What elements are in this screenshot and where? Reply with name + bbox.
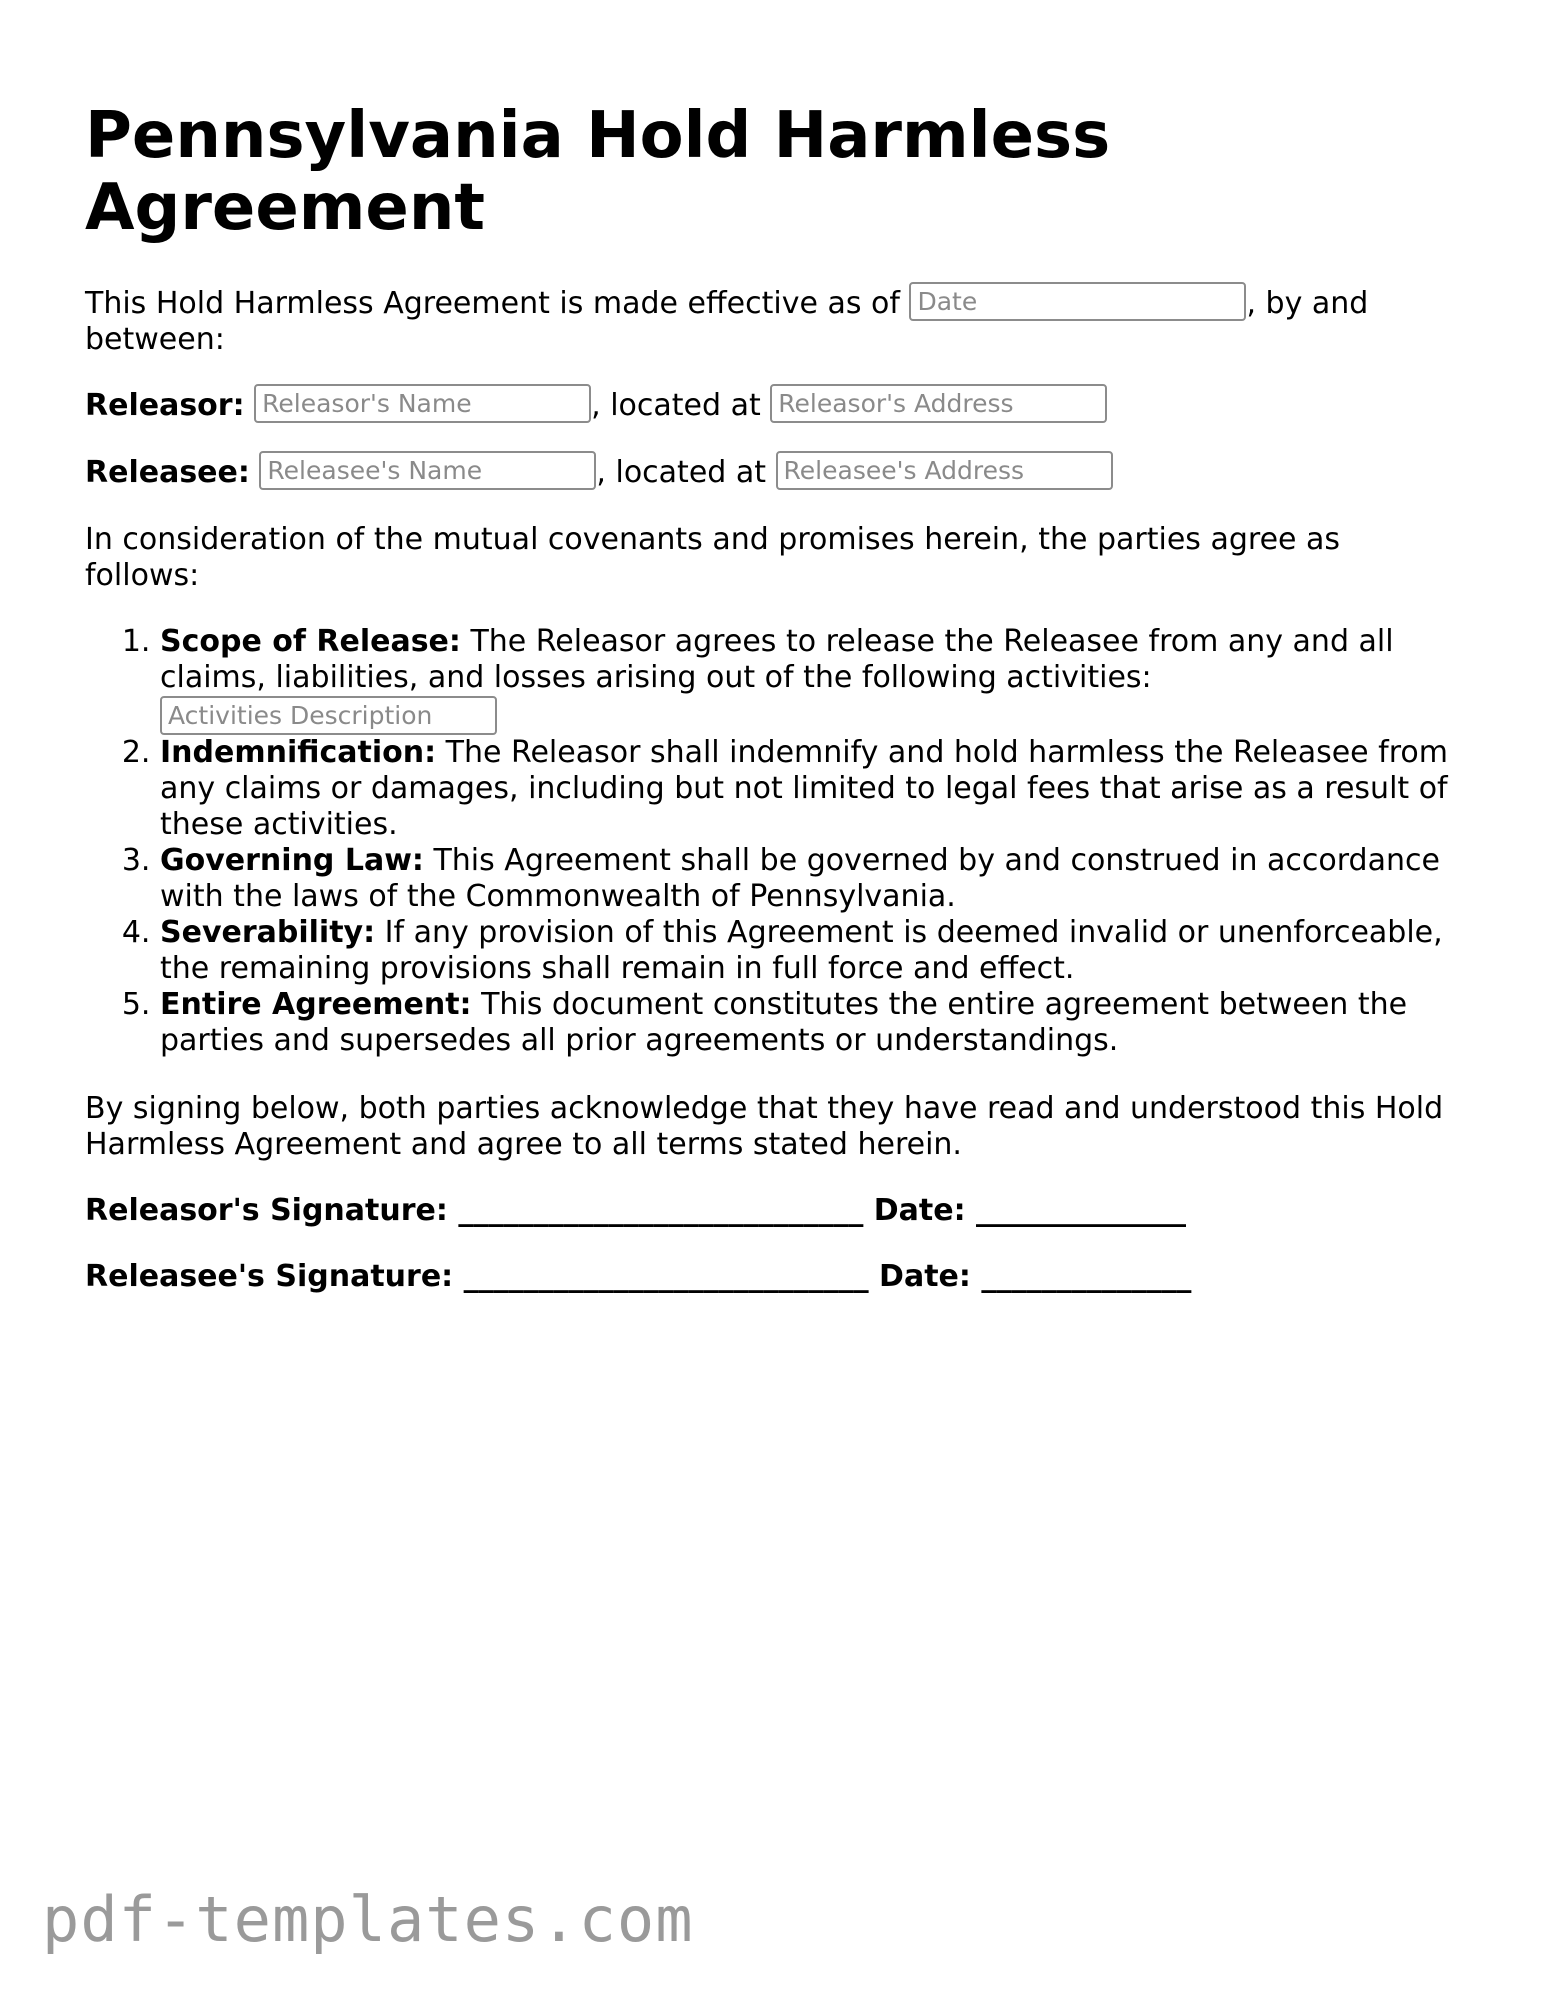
intro-suffix: , by and between: (85, 286, 1369, 357)
term-item-indemnification (160, 735, 1460, 843)
intro-paragraph (85, 286, 1460, 358)
releasee-located-at: , located at (596, 455, 776, 490)
term-heading: Severability: (160, 915, 376, 950)
term-heading: Indemnification: (160, 735, 437, 770)
releasor-name-input[interactable] (254, 384, 591, 423)
term-heading: Scope of Release: (160, 624, 461, 659)
watermark: pdf-templates.com (42, 1883, 694, 1956)
releasee-name-input[interactable] (259, 451, 596, 490)
releasee-label: Releasee: (85, 455, 250, 490)
term-text: This Agreement shall be governed by and construed in accordance with the laws of the Commonwealth of Pennsylvania. (160, 843, 1440, 914)
releasor-located-at: , located at (591, 388, 771, 423)
term-heading: Entire Agreement: (160, 987, 472, 1022)
releasor-signature-line: Releasor's Signature: ___________________________ Date: ______________ (85, 1193, 1187, 1228)
term-text: The Releasor agrees to release the Releasee from any and all claims, liabilities, and losses arising out of the following activities: (160, 624, 1394, 695)
term-heading: Governing Law: (160, 843, 424, 878)
term-item-scope (160, 624, 1460, 735)
effective-date-input[interactable] (909, 282, 1246, 321)
terms-list (85, 624, 1460, 1059)
releasee-signature-line: Releasee's Signature: ___________________________ Date: ______________ (85, 1259, 1192, 1294)
term-text: If any provision of this Agreement is deemed invalid or unenforceable, the remaining provisions shall remain in full force and effect. (160, 915, 1443, 986)
releasor-address-input[interactable] (770, 384, 1107, 423)
term-text: The Releasor shall indemnify and hold harmless the Releasee from any claims or damages, including but not limited to legal fees that arise as a result of these activities. (160, 735, 1448, 842)
intro-prefix: This Hold Harmless Agreement is made effective as of (85, 286, 910, 321)
consideration-paragraph: In consideration of the mutual covenants and promises herein, the parties agree as follows: (85, 522, 1341, 593)
releasee-row (85, 455, 1460, 491)
acknowledgement-paragraph: By signing below, both parties acknowledge that they have read and understood this Hold Harmless Agreement and agree to all terms stated herein. (85, 1091, 1444, 1162)
releasee-address-input[interactable] (776, 451, 1113, 490)
activities-description-input[interactable] (160, 696, 497, 735)
releasor-label: Releasor: (85, 388, 245, 423)
term-item-severability (160, 915, 1460, 987)
term-text: This document constitutes the entire agreement between the parties and supersedes all prior agreements or understandings. (160, 987, 1408, 1058)
document-page (85, 100, 1460, 1325)
term-item-entire-agreement (160, 987, 1460, 1059)
term-item-governing-law (160, 843, 1460, 915)
releasor-row (85, 388, 1460, 424)
page-title: Pennsylvania Hold Harmless Agreement (85, 99, 1111, 245)
